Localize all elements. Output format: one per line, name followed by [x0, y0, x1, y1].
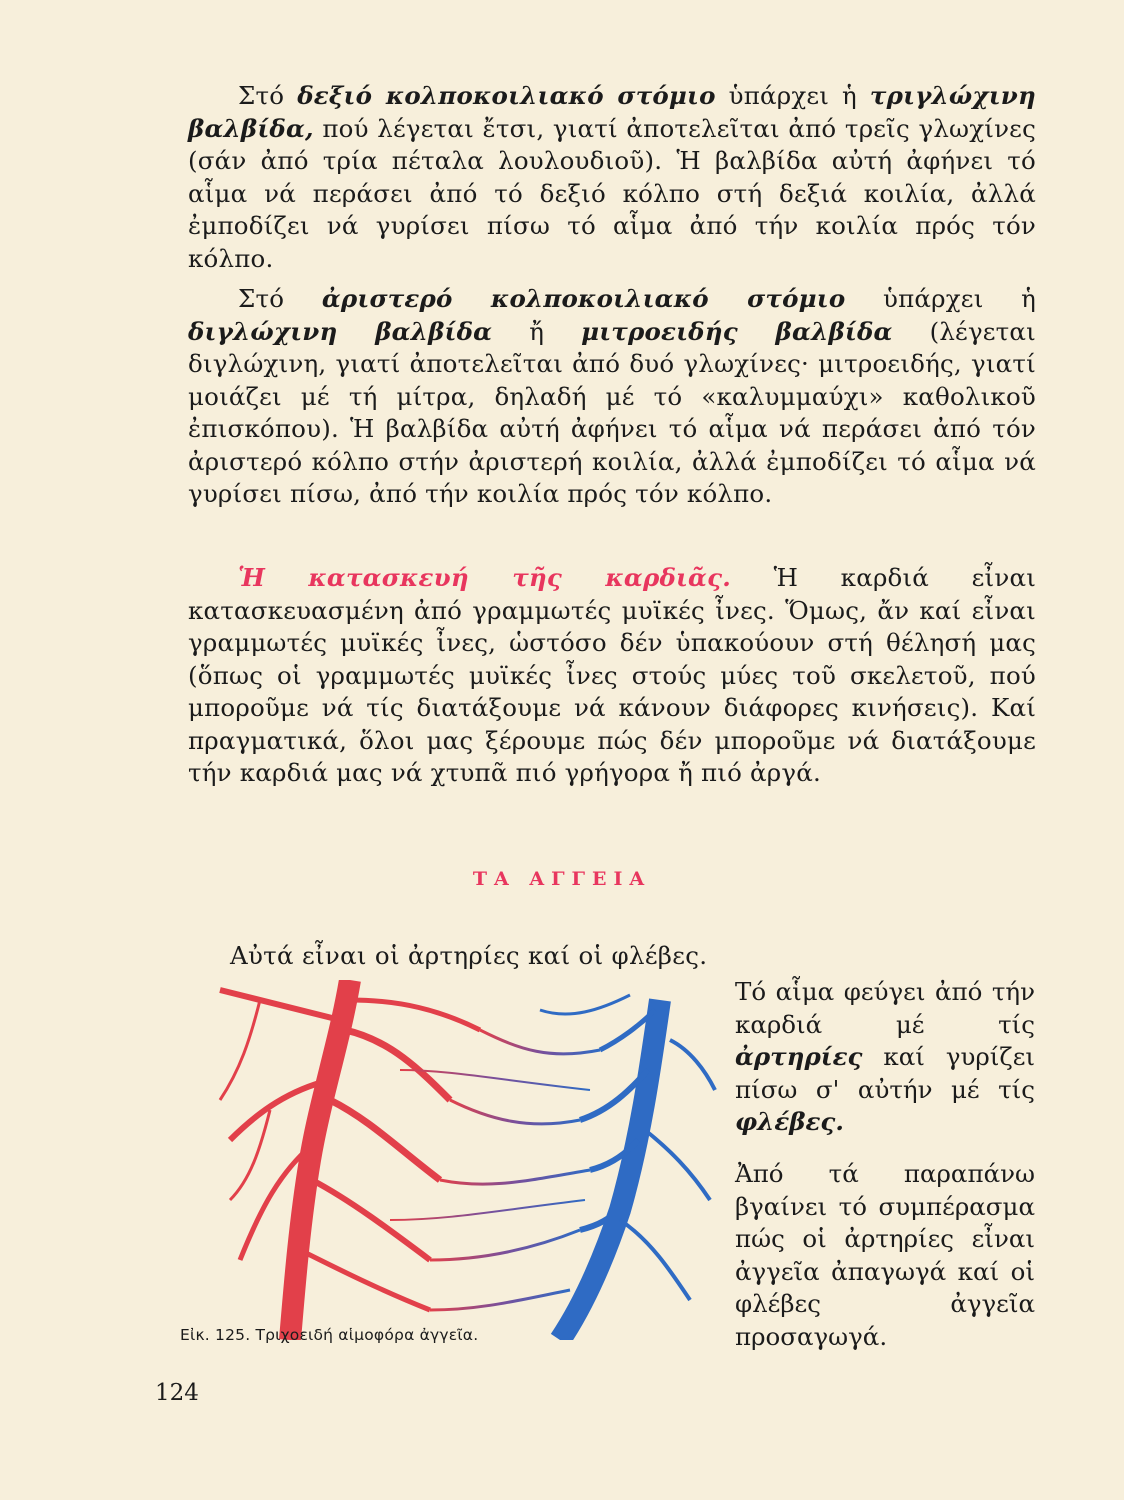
- text: (λέγεται διγλώχινη, γιατί ἀποτελεῖται ἀπό δυό γλωχίνες· μιτροειδής, γιατί μοιάζει μέ τή μίτρα, δηλαδή μέ τό «καλυμμαύχι» καθολικοῦ ἐπισκόπου). Ἡ βαλβίδα αὐτή ἀφήνει τό αἷμα νά περάσει ἀπό τόν ἀριστερό κόλπο στήν ἀριστερή κοιλία, ἀλλά ἐμποδίζει τό αἷμα νά γυρίσει πίσω, ἀπό τήν κοιλία πρός τόν κόλπο.: [188, 316, 1036, 508]
- vessels-intro: Αὐτά εἶναι οἱ ἀρτηρίες καί οἱ φλέβες.: [230, 941, 708, 970]
- capillary: [390, 1200, 585, 1220]
- capillary: [440, 1170, 590, 1184]
- term-bicuspid-valve: διγλώχινη βαλβίδα: [188, 316, 493, 346]
- capillary: [430, 1230, 580, 1260]
- artery-branch: [330, 1100, 440, 1180]
- capillary: [480, 1030, 600, 1054]
- vein-branch: [540, 995, 630, 1014]
- vein-trunk: [560, 1000, 660, 1340]
- text: Στό: [238, 284, 322, 313]
- term-mitral-valve: μιτροειδής βαλβίδα: [581, 316, 893, 346]
- artery-branch: [350, 1000, 480, 1030]
- text: πού λέγεται ἔτσι, γιατί ἀποτελεῖται ἀπό τρεῖς γλωχίνες (σάν ἀπό τρία πέταλα λουλουδιοῦ). Ἡ βαλβίδα αὐτή ἀφήνει τό αἷμα νά περάσει ἀπό τό δεξιό κόλπο στή δεξιά κοιλία, ἀλλά ἐμποδίζει νά γυρίσει πίσω τό αἷμα ἀπό τήν κοιλία πρός τόν κόλπο.: [188, 113, 1036, 273]
- vein-branch: [670, 1040, 715, 1090]
- term-left-av-orifice: ἀριστερό κολποκοιλιακό στόμιο: [321, 284, 846, 313]
- text: Στό: [238, 81, 298, 110]
- capillary-vessels-illustration: [200, 980, 720, 1340]
- side-text-arteries-veins: [735, 976, 1035, 1139]
- term-arteries: ἀρτηρίες: [735, 1042, 863, 1071]
- heart-structure-heading: Ἡ κατασκευή τῆς καρδιᾶς.: [238, 563, 731, 592]
- term-veins: φλέβες.: [735, 1107, 844, 1136]
- term-right-av-orifice: δεξιό κολποκοιλιακό στόμιο: [297, 81, 716, 110]
- text: ἤ: [492, 316, 582, 346]
- capillary: [450, 1100, 580, 1124]
- vein-branch: [645, 1130, 710, 1200]
- text: καί γυρίζει πίσω σ' αὐτήν μέ τίς: [735, 1042, 1035, 1104]
- text: ὑπάρχει ἡ: [715, 81, 870, 110]
- artery-branch: [220, 1000, 260, 1100]
- text: Ἡ καρδιά εἶναι κατασκευασμένη ἀπό γραμμωτές μυϊκές ἶνες. Ὅμως, ἄν καί εἶναι γραμμωτές μυϊκές ἶνες, ὡστόσο δέν ὑπακούουν στή θέλησή μας (ὅπως οἱ γραμμωτές μυϊκές ἶνες στούς μύες τοῦ σκελετοῦ, πού μποροῦμε νά τίς διατάξουμε νά κάνουν διάφορες κινήσεις). Καί πραγματικά, ὅλοι μας ξέρουμε πώς δέν μποροῦμε νά διατάξουμε τήν καρδιά μας νά χτυπᾶ πιό γρήγορα ἤ πιό ἀργά.: [188, 563, 1036, 787]
- capillary: [430, 1290, 570, 1310]
- figure-caption: Εἰκ. 125. Τριχοειδή αἱμοφόρα ἀγγεῖα.: [180, 1326, 479, 1344]
- page-number: 124: [155, 1380, 199, 1406]
- section-title-vessels: ΤΑ ΑΓΓΕΙΑ: [472, 868, 652, 890]
- paragraph-heart-structure: [188, 562, 1036, 790]
- artery-branch: [300, 1250, 430, 1310]
- artery-branch: [220, 990, 340, 1020]
- artery-branch: [345, 1030, 450, 1100]
- side-text-conclusion: Ἀπό τά παραπάνω βγαίνει τό συμπέρασμα πώς οἱ ἀρτηρίες εἶναι ἀγγεῖα ἀπαγωγά καί οἱ φλέβες ἀγγεῖα προσαγωγά.: [735, 1159, 1035, 1351]
- paragraph-mitral-valve: [188, 283, 1036, 511]
- text: ὑπάρχει ἡ: [845, 284, 1036, 313]
- vein-branch: [620, 1220, 690, 1300]
- text: Τό αἷμα φεύγει ἀπό τήν καρδιά μέ τίς: [735, 977, 1035, 1039]
- paragraph-tricuspid-valve: [188, 80, 1036, 275]
- term-tricuspid-valve: τριγλώχινη βαλβίδα,: [188, 81, 1036, 143]
